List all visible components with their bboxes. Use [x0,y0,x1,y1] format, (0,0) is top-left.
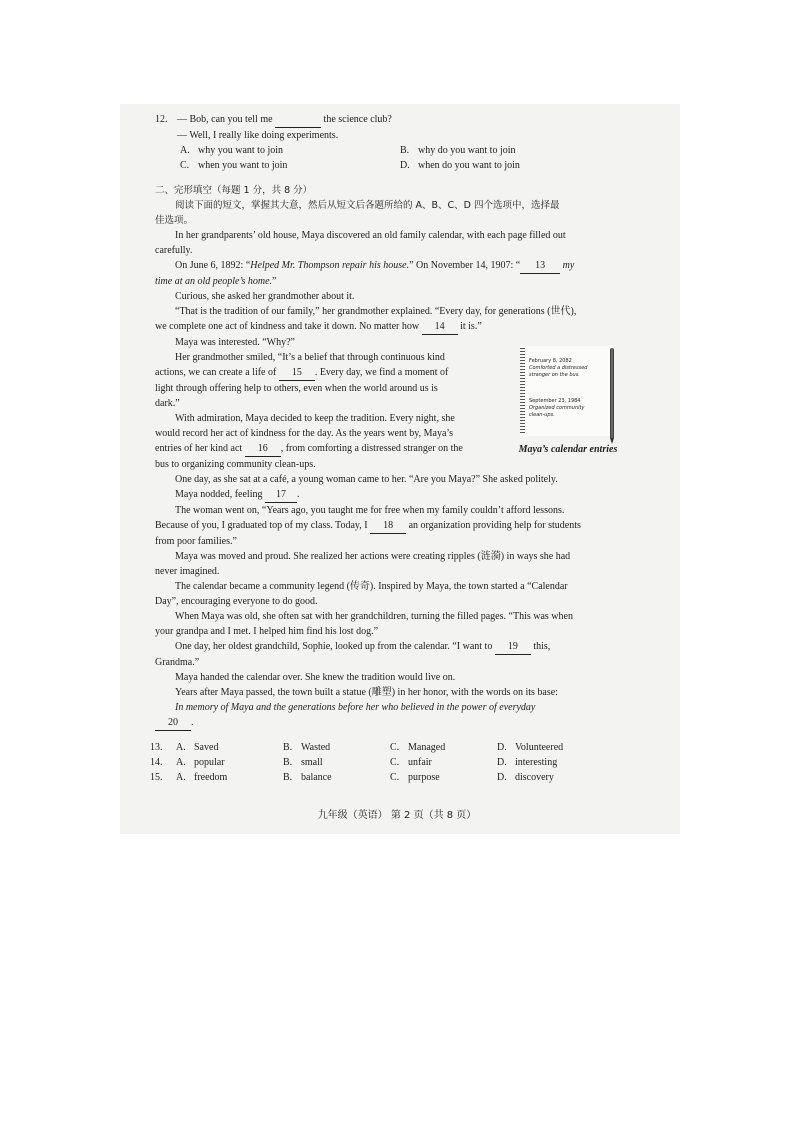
blank-14: 14 [422,319,458,335]
calendar-entry-1: February 8, 2082 Comforted a distressed stranger on the bus. [529,358,588,378]
passage-line: bus to organizing community clean-ups. [155,459,316,470]
calendar-figure [508,342,628,454]
passage-line: from poor families.” [155,536,237,547]
pen-icon [610,348,614,438]
passage-line: light through offering help to others, even when the world around us is [155,383,438,394]
option-c: C. Managed [390,742,446,753]
passage-line: In her grandparents’ old house, Maya discovered an old family calendar, with each page filled out [175,230,566,241]
passage-line: dark.” [155,398,180,409]
passage-line: actions, we can create a life of 15 . Every day, we find a moment of [155,365,497,381]
passage-line: Maya handed the calendar over. She knew the tradition would live on. [175,672,456,683]
passage-line: Grandma.” [155,657,200,668]
question-row [150,755,604,770]
question-row [150,740,604,755]
page-footer: 九年级（英语） 第 2 页（共 8 页） [317,810,477,821]
option-d: D. interesting [497,757,558,768]
option-c: C. purpose [390,772,440,783]
section-instruction: 阅读下面的短文，掌握其大意，然后从短文后各题所给的 A、B、C、D 四个选项中，选择最 [175,200,560,211]
passage-line: One day, her oldest grandchild, Sophie, looked up from the calendar. “I want to 19 this, [155,639,625,655]
option-a: A. freedom [176,772,228,783]
blank-16: 16 [245,441,281,457]
passage-line: “That is the tradition of our family,” her grandmother explained. “Every day, for generations (世代), [175,306,577,317]
passage-line: Day”, encouraging everyone to do good. [155,596,318,607]
option-a: A. Saved [176,742,219,753]
blank-13: 13 [520,258,560,274]
spiral-binding [520,348,525,434]
passage-line: never imagined. [155,566,220,577]
blank-19: 19 [495,639,531,655]
question-12-options-row [155,158,625,173]
passage-line: Maya was moved and proud. She realized her actions were creating ripples (涟漪) in ways she had [175,551,571,562]
passage-line: 20 . [155,715,625,731]
answer-blank [275,112,321,128]
passage-line: carefully. [155,245,193,256]
option-c: C. unfair [390,757,432,768]
passage-line: Years after Maya passed, the town built a statue (雕塑) in her honor, with the words on its base: [175,687,558,698]
section-instruction-cont: 佳选项。 [155,215,194,226]
calendar-entry-2: September 23, 1984 Organized community clean-ups. [529,398,585,418]
option-b: B. why do you want to join [400,145,516,156]
blank-15: 15 [279,365,315,381]
passage-line: Maya was interested. “Why?” [175,337,295,348]
blank-18: 18 [370,518,406,534]
question-row [150,770,604,785]
passage-line: would record her act of kindness for the day. As the years went by, Maya’s [155,428,454,439]
option-a: A. popular [176,757,225,768]
passage-line: The woman went on, “Years ago, you taught me for free when my family couldn’t afford lessons. [175,505,565,516]
wrapped-text-block [155,350,497,472]
question-number: 15. [150,772,163,783]
passage-line: time at an old people’s home.” [155,276,277,287]
option-d: D. discovery [497,772,554,783]
option-c: C. when you want to join [180,160,288,171]
passage-line: On June 6, 1892: “Helped Mr. Thompson repair his house.” On November 14, 1907: “ 13 my [155,258,625,274]
figure-caption: Maya’s calendar entries [518,444,618,455]
passage-line: The calendar became a community legend (传奇). Inspired by Maya, the town started a “Calendar [175,581,568,592]
option-d: D. Volunteered [497,742,564,753]
passage-line: entries of her kind act 16 , from comforting a distressed stranger on the [155,441,497,457]
question-12-stem: 12. — Bob, can you tell me the science club? [155,112,625,128]
blank-17: 17 [265,487,297,503]
passage-line: we complete one act of kindness and take it down. No matter how 14 it is.” [155,319,625,335]
passage-line: your grandpa and I met. I helped him find his lost dog.” [155,626,379,637]
passage-line: In memory of Maya and the generations before her who believed in the power of everyday [175,702,536,713]
blank-20: 20 [155,715,191,731]
question-12-options-row [155,143,625,158]
option-b: B. small [283,757,323,768]
option-b: B. balance [283,772,332,783]
passage-line: One day, as she sat at a café, a young woman came to her. “Are you Maya?” She asked politely. [175,474,558,485]
calendar-page-image [520,346,612,436]
options-list [150,740,604,785]
passage-line: Maya nodded, feeling 17 . [155,487,625,503]
passage-line: Curious, she asked her grandmother about it. [175,291,355,302]
question-number: 13. [150,742,163,753]
question-12-reply: — Well, I really like doing experiments. [177,130,339,141]
section-title: 二、完形填空（每题 1 分，共 8 分） [155,185,313,196]
passage-line: Because of you, I graduated top of my class. Today, I 18 an organization providing help for students [155,518,625,534]
question-number: 14. [150,757,163,768]
question-number: 12. [155,114,168,125]
option-a: A. why you want to join [180,145,283,156]
passage-line: With admiration, Maya decided to keep the tradition. Every night, she [175,413,455,424]
passage-line: Her grandmother smiled, “It’s a belief that through continuous kind [175,352,445,363]
passage-line: When Maya was old, she often sat with her grandchildren, turning the filled pages. “This was when [175,611,573,622]
option-b: B. Wasted [283,742,331,753]
option-d: D. when do you want to join [400,160,520,171]
